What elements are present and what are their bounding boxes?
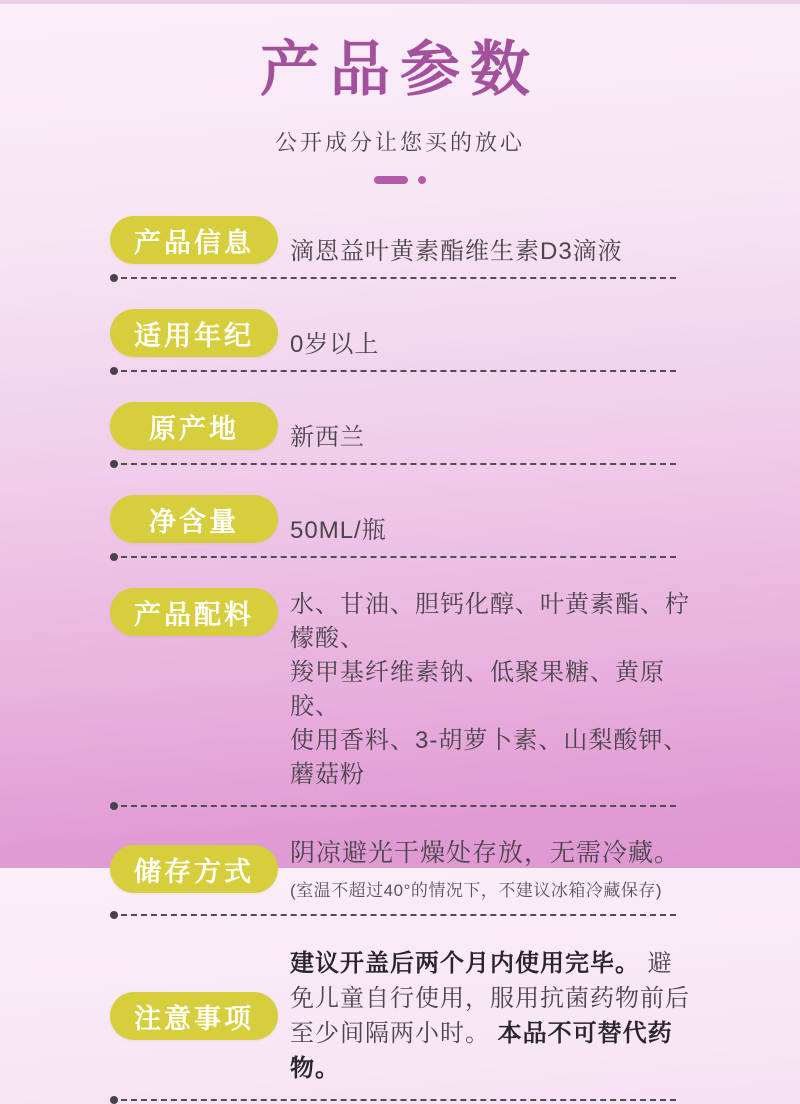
page-title: 产品参数 [260, 36, 540, 103]
label-pill-product-info: 产品信息 [110, 216, 278, 264]
spec-row-origin [110, 402, 690, 468]
dashed-separator [110, 802, 676, 810]
value-precautions [290, 946, 690, 1086]
dashed-separator [110, 274, 676, 282]
label-pill-net-content: 净含量 [110, 495, 278, 543]
value-storage [290, 837, 680, 901]
page-subtitle: 公开成分让您买的放心 [274, 130, 525, 155]
separator-dot-icon [110, 367, 118, 375]
ingredients-line: 羧甲基纤维素钠、低聚果糖、黄原胶、 [290, 659, 665, 720]
label-pill-storage: 储存方式 [110, 845, 278, 893]
separator-dot-icon [110, 1096, 118, 1104]
spec-row-age [110, 309, 690, 375]
separator-dashes [121, 805, 676, 807]
separator-dot-icon [110, 802, 118, 810]
label-pill-age: 适用年纪 [110, 309, 278, 357]
separator-dashes [121, 914, 676, 916]
separator-dot-icon [110, 460, 118, 468]
dashed-separator [110, 367, 676, 375]
ingredients-line: 使用香料、3-胡萝卜素、山梨酸钾、蘑菇粉 [290, 727, 689, 788]
ingredients-line: 水、甘油、胆钙化醇、叶黄素酯、柠檬酸、 [290, 591, 690, 652]
precaution-segment: 本品不可替代药物。 [290, 1020, 673, 1082]
label-pill-origin: 原产地 [110, 402, 278, 450]
spec-row-storage [110, 837, 690, 919]
title-divider [0, 176, 800, 184]
spec-rows [0, 216, 800, 1104]
storage-note-text: (室温不超过40°的情况下，不建议冰箱冷藏保存) [290, 881, 663, 900]
separator-dashes [121, 556, 676, 558]
dashed-separator [110, 553, 676, 561]
precaution-segment: 避免儿童自行使用，服用抗菌药物前后至少间隔两小时。 [290, 950, 690, 1047]
value-age: 0岁以上 [290, 331, 380, 358]
dashed-separator [110, 1096, 676, 1104]
separator-dashes [121, 370, 676, 372]
divider-dot-icon [418, 176, 426, 184]
separator-dot-icon [110, 274, 118, 282]
top-edge-strip [0, 0, 800, 4]
separator-dot-icon [110, 911, 118, 919]
dashed-separator [110, 911, 676, 919]
spec-row-ingredients [110, 588, 690, 810]
storage-main-text: 阴凉避光干燥处存放，无需冷藏。 [290, 839, 681, 867]
spec-row-net-content [110, 495, 690, 561]
value-product-info: 滴恩益叶黄素酯维生素D3滴液 [290, 238, 623, 265]
separator-dashes [121, 463, 676, 465]
value-ingredients [290, 588, 690, 792]
spec-row-product-info [110, 216, 690, 282]
separator-dashes [121, 1099, 676, 1101]
dashed-separator [110, 460, 676, 468]
separator-dashes [121, 277, 676, 279]
value-origin: 新西兰 [290, 424, 365, 451]
separator-dot-icon [110, 553, 118, 561]
header [0, 4, 800, 184]
precaution-segment: 建议开盖后两个月内使用完毕。 [290, 950, 640, 977]
label-pill-precautions: 注意事项 [110, 992, 278, 1040]
value-net-content: 50ML/瓶 [290, 517, 387, 544]
label-pill-ingredients: 产品配料 [110, 588, 278, 636]
spec-row-precautions [110, 946, 690, 1104]
divider-bar-icon [374, 176, 408, 184]
